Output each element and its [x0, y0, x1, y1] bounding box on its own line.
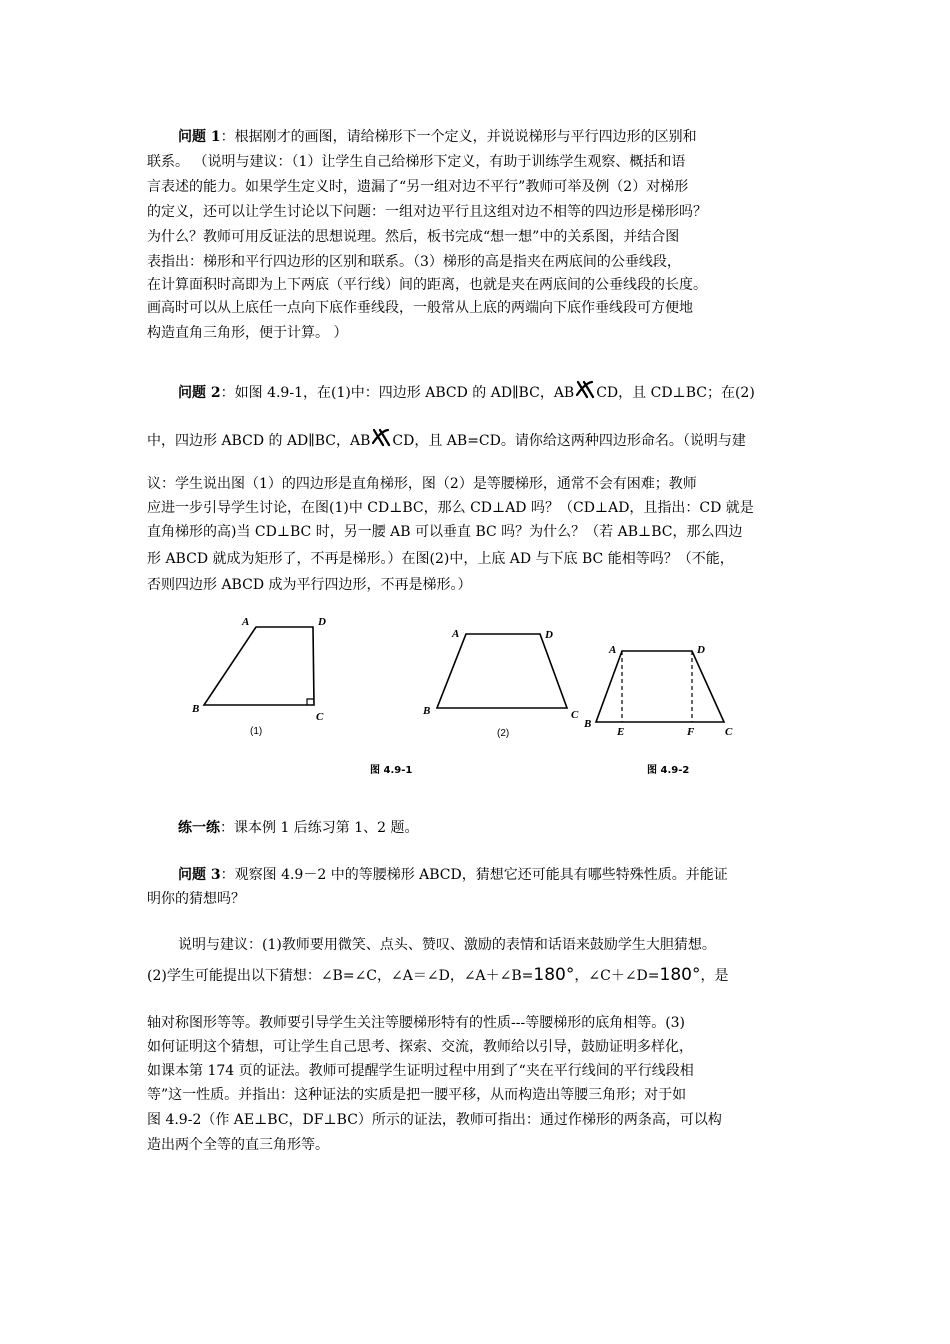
q1-line-8: 画高时可以从上底任一点向下底作垂线段，一般常从上底的两端向下底作垂线段可方便地	[147, 300, 693, 316]
q1-label: 问题 1	[178, 129, 221, 145]
trapezoid-figures	[190, 610, 750, 780]
fig3-label-c: C	[725, 726, 733, 738]
degree-value-1: 180°	[533, 965, 575, 985]
q2-line-7: 否则四边形 ABCD 成为平行四边形，不再是梯形。）	[147, 577, 472, 593]
q1-line-4: 的定义，还可以让学生讨论以下问题：一组对边平行且这组对边不相等的四边形是梯形吗？	[147, 204, 707, 220]
practice-label: 练一练	[178, 820, 220, 836]
q1-line-9: 构造直角三角形，便于计算。 ）	[147, 325, 348, 341]
fig1-label-c: C	[316, 711, 324, 723]
suggest-line-1: 说明与建议：(1)教师要用微笑、点头、赞叹、激励的表情和话语来鼓励学生大胆猜想。	[178, 937, 716, 953]
fig3-label-a: A	[609, 644, 617, 656]
right-trapezoid	[204, 627, 314, 705]
figure-caption-1: 图 4.9-1	[370, 765, 413, 776]
suggest-line-5: 如课本第 174 页的证法。教师可提醒学生证明过程中用到了“夹在平行线间的平行线段相	[147, 1063, 694, 1079]
q1-line-1: 问题 1：根据刚才的画图，请给梯形下一个定义，并说说梯形与平行四边形的区别和	[178, 129, 697, 145]
q3-line-2: 明你的猜想吗？	[147, 891, 245, 907]
fig2-number: (2)	[497, 728, 510, 739]
suggest-line-2: (2)学生可能提出以下猜想：∠B=∠C，∠A＝∠D，∠A＋∠B=180°，∠C＋∠D=180°，是	[147, 965, 729, 985]
suggest-line-6: 等”这一性质。并指出：这种证法的实质是把一腰平移，从而构造出等腰三角形；对于如	[147, 1087, 687, 1103]
fig3-label-d: D	[697, 644, 705, 656]
q1-line-2: 联系。 （说明与建议：（1）让学生自己给梯形下定义，有助于训练学生观察、概括和语	[147, 154, 686, 170]
fig3-label-f: F	[687, 726, 695, 738]
fig1-label-b: B	[192, 703, 200, 715]
suggest-line-4: 如何证明这个猜想，可让学生自己思考、探索、交流，教师给以引导，鼓励证明多样化，	[147, 1039, 693, 1055]
suggest-line-8: 造出两个全等的直三角形等。	[147, 1137, 329, 1153]
suggest-line-3: 轴对称图形等等。教师要引导学生关注等腰梯形特有的性质---等腰梯形的底角相等。(3)	[147, 1015, 686, 1031]
q2-label: 问题 2	[178, 385, 221, 401]
q3-label: 问题 3	[178, 867, 221, 883]
fig3-label-e: E	[617, 726, 625, 738]
q2-line-6: 形 ABCD 就成为矩形了，不再是梯形。）在图(2)中，上底 AD 与下底 BC 能相等吗？（不能，	[147, 551, 734, 567]
degree-value-2: 180°	[659, 965, 701, 985]
q1-line-5: 为什么？教师可用反证法的思想说理。然后，板书完成“想一想”中的关系图，并结合图	[147, 229, 680, 245]
suggest-line-7: 图 4.9-2（作 AE⊥BC，DF⊥BC）所示的证法，教师可指出：通过作梯形的两条高，可以构	[147, 1112, 722, 1128]
fig1-number: (1)	[250, 726, 263, 737]
fig1-label-d: D	[318, 616, 326, 628]
practice-line: 练一练：课本例 1 后练习第 1、2 题。	[178, 820, 419, 836]
not-parallel-icon	[371, 428, 391, 446]
q1-line-6: 表指出：梯形和平行四边形的区别和联系。（3）梯形的高是指夹在两底间的公垂线段，	[147, 254, 681, 270]
q2-line-2: 中，四边形 ABCD 的 AD∥BC，AB CD，且 AB=CD。请你给这两种四边形命名。（说明与建	[147, 428, 746, 450]
q2-line-3: 议：学生说出图（1）的四边形是直角梯形，图（2）是等腰梯形，通常不会有困难；教师	[147, 476, 697, 492]
q2-line-4: 应进一步引导学生讨论，在图(1)中 CD⊥BC，那么 CD⊥AD 吗？（CD⊥AD，且指出：CD 就是	[147, 500, 754, 516]
fig2-label-d: D	[545, 629, 553, 641]
q2-line-1: 问题 2：如图 4.9-1，在(1)中：四边形 ABCD 的 AD∥BC，AB CD，且 CD⊥BC；在(2)	[178, 380, 755, 402]
right-angle-mark	[307, 699, 314, 705]
q3-line-1: 问题 3：观察图 4.9－2 中的等腰梯形 ABCD，猜想它还可能具有哪些特殊性质。并能证	[178, 867, 728, 883]
fig2-label-b: B	[423, 705, 431, 717]
q2-line-5: 直角梯形的高)当 CD⊥BC 时，另一腰 AB 可以垂直 BC 吗？为什么？（若 AB⊥BC，那么四边	[147, 524, 743, 540]
isosceles-trapezoid	[437, 634, 567, 708]
not-parallel-icon	[575, 380, 595, 398]
fig3-label-b: B	[584, 718, 592, 730]
fig2-label-a: A	[452, 628, 460, 640]
trapezoid-with-heights	[596, 651, 724, 722]
figure-caption-2: 图 4.9-2	[647, 765, 690, 776]
fig1-label-a: A	[242, 616, 250, 628]
q1-line-3: 言表述的能力。如果学生定义时，遗漏了“另一组对边不平行”教师可举及例（2）对梯形	[147, 179, 689, 195]
fig2-label-c: C	[571, 709, 579, 721]
q1-line-7: 在计算面积时高即为上下两底（平行线）间的距离，也就是夹在两底间的公垂线段的长度。	[147, 277, 707, 293]
